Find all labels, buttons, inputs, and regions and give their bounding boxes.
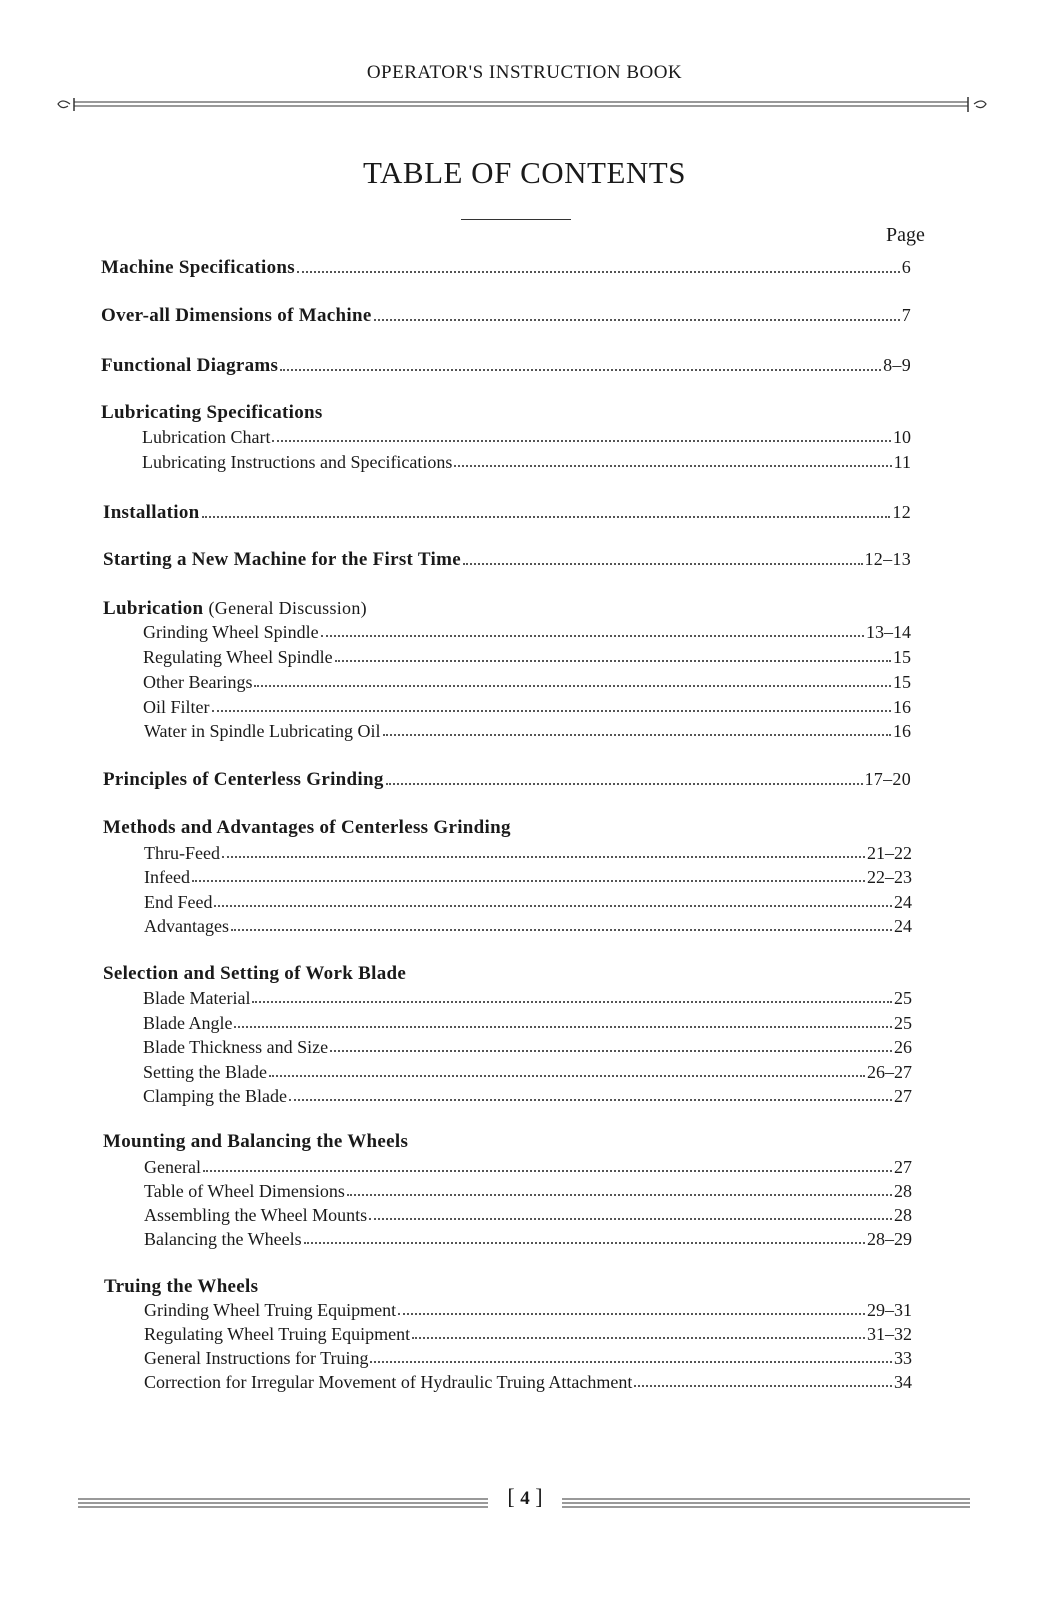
toc-subentry[interactable] bbox=[143, 1086, 912, 1107]
dot-leader bbox=[214, 905, 892, 907]
toc-subentry-label: Oil Filter bbox=[143, 697, 210, 717]
toc-entry-label: Principles of Centerless Grinding bbox=[103, 769, 384, 790]
toc-subentry-label: Setting the Blade bbox=[143, 1062, 267, 1082]
toc-subentry-page: 33 bbox=[894, 1348, 912, 1368]
toc-subentry-label: Water in Spindle Lubricating Oil bbox=[144, 721, 381, 741]
toc-entry-label: Starting a New Machine for the First Time bbox=[103, 549, 461, 570]
toc-entry[interactable] bbox=[101, 355, 911, 377]
dot-leader bbox=[321, 635, 864, 637]
toc-subentry-label: General Instructions for Truing bbox=[144, 1348, 369, 1368]
toc-subentry-label: General bbox=[144, 1157, 201, 1177]
toc-subentry[interactable] bbox=[144, 843, 912, 864]
dot-leader bbox=[272, 440, 891, 442]
dot-leader bbox=[330, 1050, 892, 1052]
toc-entry[interactable] bbox=[103, 549, 911, 571]
toc-subentry-label: Lubrication Chart bbox=[142, 427, 271, 447]
running-header: OPERATOR'S INSTRUCTION BOOK bbox=[366, 62, 683, 83]
dot-leader bbox=[369, 1218, 892, 1220]
toc-subentry[interactable] bbox=[144, 1157, 912, 1178]
toc-subentry-label: Thru-Feed bbox=[144, 843, 220, 863]
toc-subentry-label: Blade Angle bbox=[143, 1013, 233, 1033]
toc-subentry-page: 28 bbox=[894, 1181, 912, 1201]
dot-leader bbox=[374, 319, 900, 321]
toc-subentry[interactable] bbox=[143, 622, 911, 643]
toc-entry-label: Over-all Dimensions of Machine bbox=[101, 305, 372, 326]
dot-leader bbox=[222, 856, 865, 858]
toc-section-heading-note: (General Discussion) bbox=[208, 598, 367, 618]
toc-subentry-page: 10 bbox=[893, 427, 911, 447]
dot-leader bbox=[212, 710, 892, 712]
dot-leader bbox=[192, 880, 865, 882]
toc-subentry[interactable] bbox=[144, 721, 911, 742]
toc-subentry[interactable] bbox=[143, 988, 912, 1009]
toc-entry-page: 7 bbox=[901, 305, 911, 325]
toc-subentry[interactable] bbox=[142, 427, 911, 448]
toc-subentry-page: 15 bbox=[893, 672, 911, 692]
dot-leader bbox=[398, 1313, 865, 1315]
toc-entry[interactable] bbox=[103, 502, 911, 524]
toc-subentry-label: Lubricating Instructions and Specifications bbox=[142, 452, 453, 472]
toc-subentry[interactable] bbox=[144, 1181, 912, 1202]
dot-leader bbox=[634, 1385, 892, 1387]
page-column-label: Page bbox=[886, 224, 925, 246]
dot-leader bbox=[386, 783, 863, 785]
toc-subentry[interactable] bbox=[144, 1300, 912, 1321]
toc-subentry-page: 13–14 bbox=[866, 622, 911, 642]
dot-leader bbox=[412, 1337, 865, 1339]
toc-subentry-page: 31–32 bbox=[867, 1324, 912, 1344]
toc-subentry-label: Advantages bbox=[144, 916, 229, 936]
toc-subentry-page: 26 bbox=[894, 1037, 912, 1057]
toc-entry-label: Installation bbox=[103, 502, 200, 523]
folio-open-bracket: [ bbox=[507, 1484, 515, 1509]
toc-section-heading-text: Lubrication bbox=[103, 598, 204, 619]
toc-subentry-page: 26–27 bbox=[867, 1062, 912, 1082]
dot-leader bbox=[304, 1242, 865, 1244]
toc-entry-label: Machine Specifications bbox=[101, 257, 295, 278]
toc-subentry-label: Table of Wheel Dimensions bbox=[144, 1181, 345, 1201]
dot-leader bbox=[463, 563, 863, 565]
toc-subentry[interactable] bbox=[144, 1324, 912, 1345]
dot-leader bbox=[203, 1170, 892, 1172]
toc-subentry-label: Other Bearings bbox=[143, 672, 253, 692]
toc-subentry-label: Blade Material bbox=[143, 988, 251, 1008]
toc-section-heading: Selection and Setting of Work Blade bbox=[103, 963, 407, 984]
toc-subentry[interactable] bbox=[144, 867, 912, 888]
dot-leader bbox=[254, 685, 891, 687]
toc-entry[interactable] bbox=[103, 769, 911, 791]
toc-subentry[interactable] bbox=[143, 647, 911, 668]
title-underline bbox=[461, 219, 571, 220]
toc-subentry-label: Grinding Wheel Spindle bbox=[143, 622, 319, 642]
toc-subentry-label: End Feed bbox=[144, 892, 213, 912]
toc-subentry-label: Regulating Wheel Spindle bbox=[143, 647, 333, 667]
toc-subentry-page: 22–23 bbox=[867, 867, 912, 887]
toc-subentry-label: Regulating Wheel Truing Equipment bbox=[144, 1324, 411, 1344]
dot-leader bbox=[252, 1001, 892, 1003]
toc-subentry[interactable] bbox=[143, 1062, 912, 1083]
dot-leader bbox=[347, 1194, 892, 1196]
toc-entry-page: 8–9 bbox=[883, 355, 911, 375]
toc-entry[interactable] bbox=[101, 305, 911, 327]
toc-subentry-page: 25 bbox=[894, 1013, 912, 1033]
toc-subentry[interactable] bbox=[144, 916, 912, 937]
toc-entry-page: 12 bbox=[892, 502, 911, 522]
toc-entry-label: Functional Diagrams bbox=[101, 355, 279, 376]
toc-subentry[interactable] bbox=[143, 672, 911, 693]
toc-subentry[interactable] bbox=[144, 1229, 912, 1250]
toc-entry-page: 17–20 bbox=[864, 769, 911, 789]
toc-subentry-page: 27 bbox=[894, 1086, 912, 1106]
dot-leader bbox=[202, 516, 891, 518]
toc-subentry-page: 27 bbox=[894, 1157, 912, 1177]
toc-subentry-page: 24 bbox=[894, 916, 912, 936]
toc-subentry-page: 29–31 bbox=[867, 1300, 912, 1320]
toc-subentry-page: 21–22 bbox=[867, 843, 912, 863]
toc-subentry[interactable] bbox=[144, 1348, 912, 1369]
toc-subentry-page: 16 bbox=[893, 697, 911, 717]
toc-subentry-label: Infeed bbox=[144, 867, 190, 887]
folio-close-bracket: ] bbox=[535, 1484, 543, 1509]
toc-section-heading: Truing the Wheels bbox=[104, 1276, 259, 1297]
toc-section-heading: Methods and Advantages of Centerless Grinding bbox=[103, 817, 511, 838]
toc-section-heading: Lubricating Specifications bbox=[101, 402, 323, 423]
header-ornamental-rule bbox=[56, 92, 993, 116]
toc-subentry-label: Correction for Irregular Movement of Hydraulic Truing Attachment bbox=[144, 1372, 633, 1392]
toc-entry-page: 6 bbox=[901, 257, 911, 277]
dot-leader bbox=[383, 734, 892, 736]
toc-section-heading: Mounting and Balancing the Wheels bbox=[103, 1131, 409, 1152]
toc-subentry-label: Assembling the Wheel Mounts bbox=[144, 1205, 368, 1225]
dot-leader bbox=[269, 1075, 865, 1077]
toc-entry[interactable] bbox=[101, 257, 911, 279]
toc-subentry-page: 15 bbox=[893, 647, 911, 667]
toc-subentry-label: Blade Thickness and Size bbox=[143, 1037, 329, 1057]
dot-leader bbox=[280, 369, 881, 371]
folio-number: 4 bbox=[520, 1488, 530, 1509]
toc-subentry-page: 16 bbox=[893, 721, 911, 741]
toc-subentry[interactable] bbox=[143, 1037, 912, 1058]
toc-subentry-page: 34 bbox=[894, 1372, 912, 1392]
toc-subentry[interactable] bbox=[143, 697, 911, 718]
toc-subentry[interactable] bbox=[144, 1205, 912, 1226]
dot-leader bbox=[335, 660, 891, 662]
toc-subentry-label: Grinding Wheel Truing Equipment bbox=[144, 1300, 397, 1320]
toc-subentry[interactable] bbox=[142, 452, 911, 473]
page-title: TABLE OF CONTENTS bbox=[363, 155, 686, 190]
toc-subentry[interactable] bbox=[143, 1013, 912, 1034]
dot-leader bbox=[234, 1026, 892, 1028]
toc-subentry-page: 28–29 bbox=[867, 1229, 912, 1249]
toc-subentry-page: 24 bbox=[894, 892, 912, 912]
toc-subentry-page: 11 bbox=[893, 452, 911, 472]
toc-entry-page: 12–13 bbox=[864, 549, 911, 569]
dot-leader bbox=[370, 1361, 892, 1363]
toc-subentry-page: 25 bbox=[894, 988, 912, 1008]
page-number bbox=[488, 1484, 562, 1510]
toc-subentry[interactable] bbox=[144, 892, 912, 913]
dot-leader bbox=[289, 1099, 892, 1101]
toc-subentry-page: 28 bbox=[894, 1205, 912, 1225]
dot-leader bbox=[297, 271, 900, 273]
toc-section-heading bbox=[103, 598, 367, 620]
dot-leader bbox=[231, 929, 892, 931]
dot-leader bbox=[454, 465, 891, 467]
toc-subentry-label: Clamping the Blade bbox=[143, 1086, 287, 1106]
toc-subentry-label: Balancing the Wheels bbox=[144, 1229, 302, 1249]
toc-subentry[interactable] bbox=[144, 1372, 912, 1393]
